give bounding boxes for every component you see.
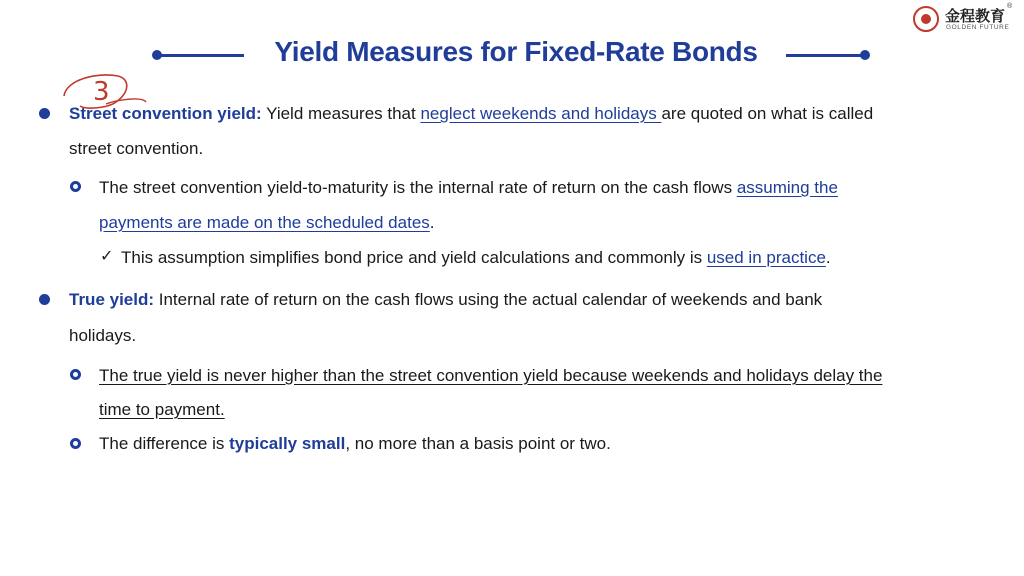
sub-bullet-ring-icon xyxy=(70,438,81,449)
title-decor-line-right xyxy=(786,54,866,57)
link-assuming-the[interactable]: assuming the xyxy=(736,178,838,197)
bullet-2-line-2: holidays. xyxy=(69,326,137,345)
checkmark-icon: ✓ xyxy=(100,248,114,265)
link-neglect-weekends[interactable]: neglect weekends and holidays xyxy=(420,104,662,123)
link-scheduled-dates[interactable]: payments are made on the scheduled dates xyxy=(99,213,430,232)
sub-bullet-2-line-2: time to payment. xyxy=(99,400,225,419)
sub-bullet-3-line xyxy=(99,433,611,455)
check-item-period: . xyxy=(825,248,831,267)
sub-bullet-1-line-2 xyxy=(99,212,435,234)
bullet-1-text-pre: Yield measures that xyxy=(261,104,421,123)
registered-mark: ® xyxy=(1007,3,1013,10)
bullet-dot-icon xyxy=(39,294,50,305)
logo-seal-icon xyxy=(913,6,939,32)
bullet-1-line-1 xyxy=(69,103,873,125)
annotation-number: 3 xyxy=(93,77,110,107)
term-true-yield: True yield: xyxy=(69,290,155,309)
company-logo xyxy=(913,5,1017,35)
term-street-convention-yield: Street convention yield: xyxy=(69,104,262,123)
sub-bullet-3-text-pre: The difference is xyxy=(99,434,230,453)
bullet-1-line-2: street convention. xyxy=(69,139,204,158)
sub-bullet-3-text-post: , no more than a basis point or two. xyxy=(345,434,611,453)
bullet-dot-icon xyxy=(39,108,50,119)
emphasis-typically-small: typically small xyxy=(229,434,346,453)
sub-bullet-ring-icon xyxy=(70,181,81,192)
check-item-line xyxy=(121,247,831,269)
page-title: Yield Measures for Fixed-Rate Bonds xyxy=(274,36,758,67)
bullet-1-text-post: are quoted on what is called xyxy=(661,104,874,123)
bullet-2-line-1 xyxy=(69,289,822,311)
check-item-text: This assumption simplifies bond price and yield calculations and commonly is xyxy=(121,248,707,267)
title-decor-dot-right xyxy=(860,50,870,60)
sub-bullet-1-text: The street convention yield-to-maturity is the internal rate of return on the cash flows xyxy=(99,178,737,197)
bullet-2-text: Internal rate of return on the cash flows using the actual calendar of weekends and bank xyxy=(154,290,823,309)
sub-bullet-1-line-1 xyxy=(99,177,838,199)
sub-bullet-ring-icon xyxy=(70,369,81,380)
logo-english-text: GOLDEN FUTURE xyxy=(946,24,1010,31)
title-row xyxy=(152,34,872,78)
logo-chinese-text: 金程教育 xyxy=(945,8,1006,25)
title-decor-line-left xyxy=(156,54,244,57)
sub-bullet-2-line-1: The true yield is never higher than the street convention yield because weekends and holidays delay the xyxy=(99,366,883,385)
sub-bullet-1-period: . xyxy=(429,213,435,232)
link-used-in-practice[interactable]: used in practice xyxy=(706,248,826,267)
